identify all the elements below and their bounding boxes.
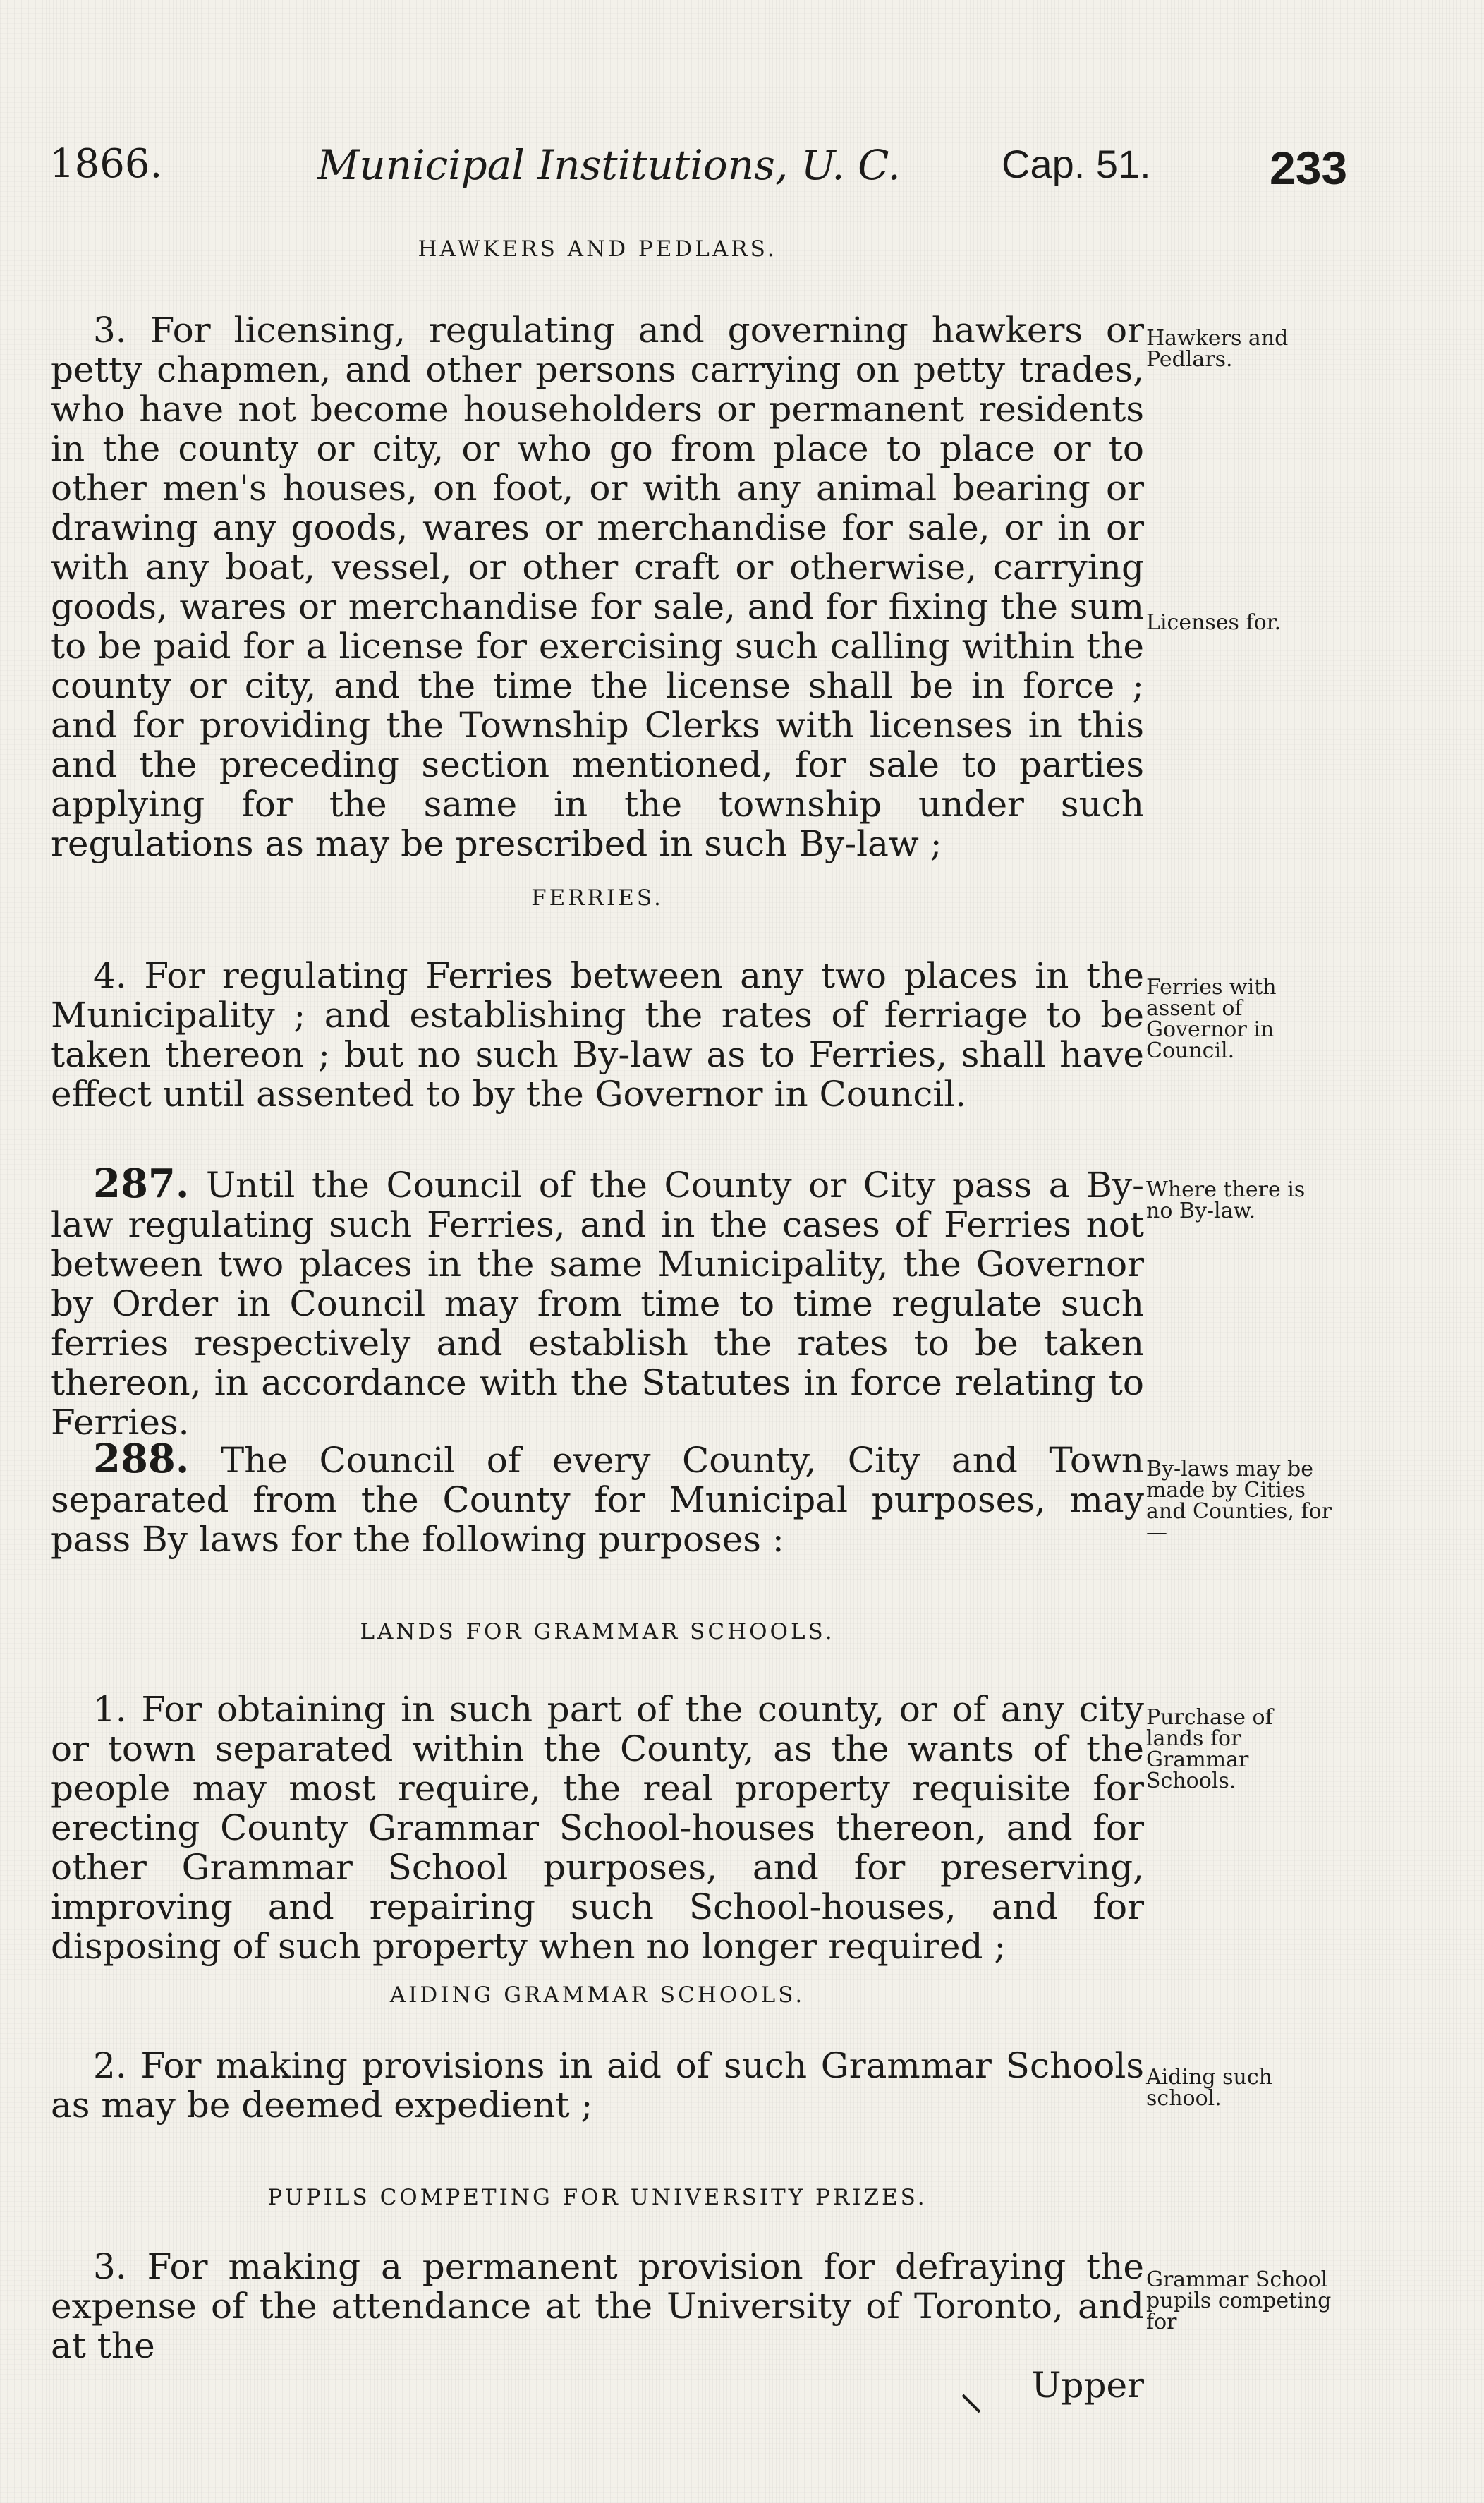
para-pupils-text: 3. For making a permanent provision for defraying the expense of the attendance at the University of Toronto, and at the — [51, 2246, 1144, 2366]
running-header — [49, 141, 1375, 205]
para-ferries — [51, 956, 1144, 1114]
margin-note-ferries: Ferries with assent of Governor in Council. — [1146, 975, 1277, 1063]
section-287-text: Until the Council of the County or City pass a By-law regulating such Ferries, and in the cases of Ferries not between two places in the same Municipality, the Governor by Order in Council may from time to time regulate such ferries respectively and establish the rates to be taken thereon, in accordance with the Statutes in force relating to Ferries. — [51, 1165, 1144, 1443]
margin-note-pupils: Grammar School pupils competing for — [1146, 2267, 1332, 2334]
para-288 — [51, 1436, 1144, 1560]
heading-lands: LANDS FOR GRAMMAR SCHOOLS. — [360, 1619, 835, 1644]
header-year: 1866. — [49, 141, 163, 187]
para-287 — [51, 1160, 1144, 1443]
margin-note-purchase-lands: Purchase of lands for Grammar Schools. — [1146, 1705, 1273, 1793]
heading-pupils: PUPILS COMPETING FOR UNIVERSITY PRIZES. — [267, 2185, 928, 2210]
heading-aiding: AIDING GRAMMAR SCHOOLS. — [389, 1982, 805, 2008]
margin-note-bylaws-cities: By-laws may be made by Cities and Counties, for— — [1146, 1457, 1332, 1545]
section-288-text: The Council of every County, City and Town separated from the County for Municipal purposes, may pass By laws for the following purposes : — [51, 1440, 1144, 1560]
margin-note-no-bylaw: Where there is no By-law. — [1146, 1177, 1306, 1223]
margin-note-hawkers: Hawkers and Pedlars. — [1146, 326, 1289, 372]
section-288-number: 288. — [93, 1436, 190, 1482]
heading-hawkers: HAWKERS AND PEDLARS. — [418, 236, 777, 262]
para-aiding-text: 2. For making provisions in aid of such Grammar Schools as may be deemed expedient ; — [51, 2045, 1144, 2126]
page-number: 233 — [1270, 142, 1348, 194]
catchword: Upper — [1031, 2365, 1144, 2406]
para-lands — [51, 1690, 1144, 1966]
para-hawkers — [51, 310, 1144, 863]
para-pupils — [51, 2247, 1144, 2405]
section-287-number: 287. — [93, 1160, 190, 1207]
para-lands-text: 1. For obtaining in such part of the county, or of any city or town separated within the County, as the wants of the people may most require, the real property requisite for erecting County Grammar School-houses thereon, and for other Grammar School purposes, and for preserving, improving and repairing such School-houses, and for disposing of such property when no longer required ; — [51, 1689, 1144, 1967]
margin-note-licenses: Licenses for. — [1146, 610, 1282, 635]
header-title: Municipal Institutions, U. C. — [317, 141, 901, 189]
header-chapter: Cap. 51. — [1002, 142, 1151, 186]
para-ferries-text: 4. For regulating Ferries between any two places in the Municipality ; and establishing the rates of ferriage to be taken thereon ; but no such By-law as to Ferries, shall have effect until assented to by the Governor in Council. — [51, 955, 1144, 1115]
margin-note-aiding: Aiding such school. — [1146, 2065, 1272, 2111]
para-aiding — [51, 2046, 1144, 2125]
heading-ferries: FERRIES. — [531, 885, 664, 911]
para-hawkers-text: 3. For licensing, regulating and governing hawkers or petty chapmen, and other persons carrying on petty trades, who have not become householders or permanent residents in the county or city, or who go from place to place or to other men's houses, on foot, or with any animal bearing or drawing any goods, wares or merchandise for sale, or in or with any boat, vessel, or other craft or otherwise, carrying goods, wares or merchandise for sale, and for fixing the sum to be paid for a license for exercising such calling within the county or city, and the time the license shall be in force ; and for providing the Township Clerks with licenses in this and the preceding section mentioned, for sale to parties applying for the same in the township under such regulations as may be prescribed in such By-law ; — [51, 310, 1144, 864]
